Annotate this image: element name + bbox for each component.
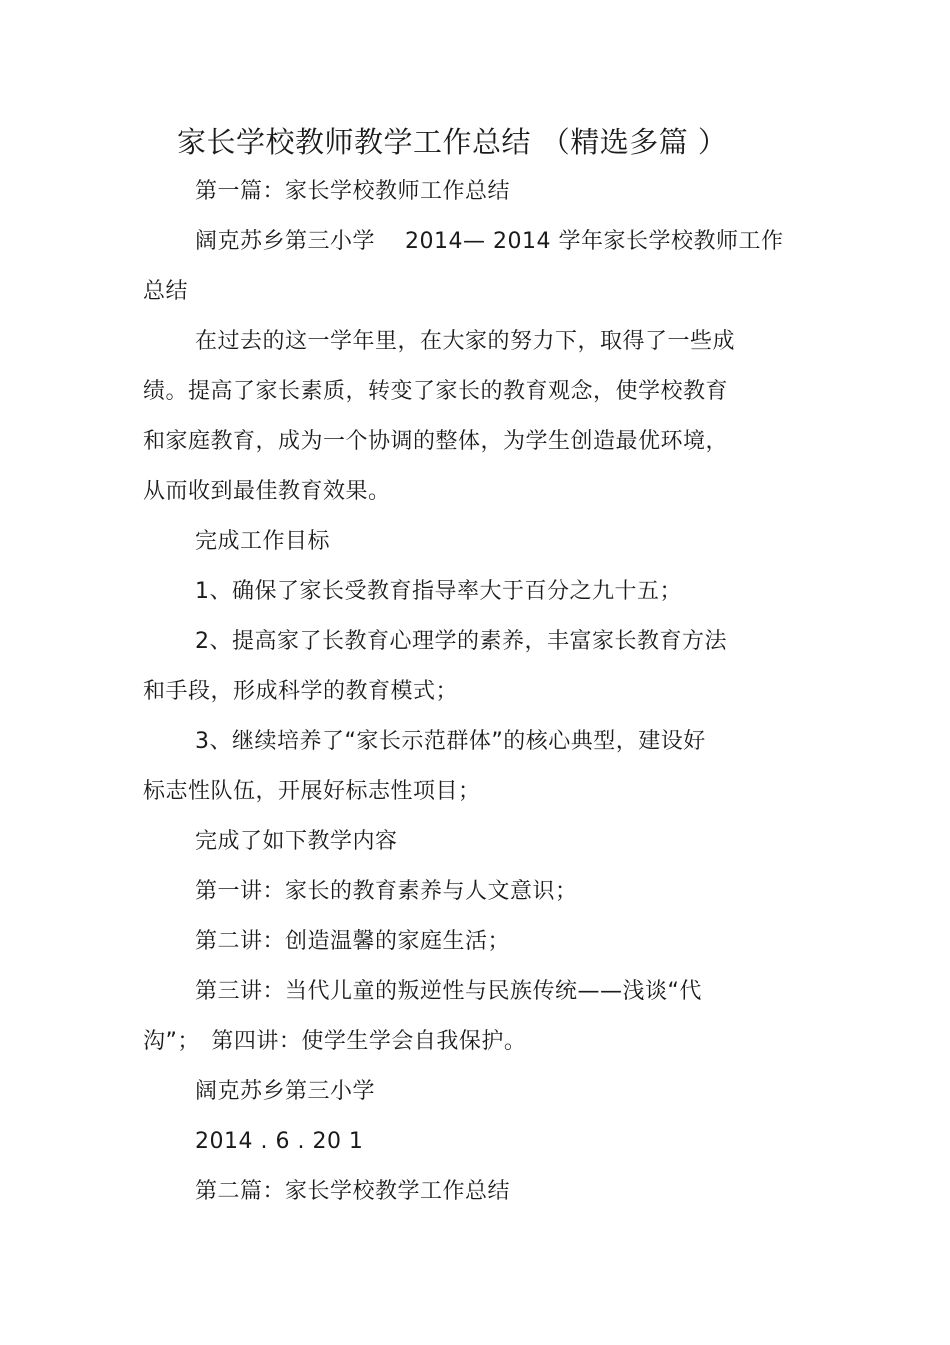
list-item: 2、提高家了长教育心理学的素养，丰富家长教育方法 (195, 629, 727, 654)
subheading: 完成工作目标 (195, 529, 331, 554)
paragraph-line: 从而收到最佳教育效果。 (143, 479, 391, 504)
section-heading-2: 第二篇：家长学校教学工作总结 (195, 1179, 511, 1204)
paragraph-line: 沟”； 第四讲：使学生学会自我保护。 (143, 1029, 527, 1054)
signature-school: 阔克苏乡第三小学 (195, 1079, 376, 1104)
signature-date: 2014 . 6 . 20 1 (195, 1129, 364, 1154)
lecture-item: 第三讲：当代儿童的叛逆性与民族传统——浅谈“代 (195, 979, 702, 1004)
paragraph-line: 阔克苏乡第三小学 2014— 2014 学年家长学校教师工作 (195, 229, 784, 254)
paragraph-line: 绩。提高了家长素质，转变了家长的教育观念，使学校教育 (143, 379, 729, 404)
paragraph-line: 和家庭教育，成为一个协调的整体，为学生创造最优环境， (143, 429, 729, 454)
subheading: 完成了如下教学内容 (195, 829, 398, 854)
list-item: 3、继续培养了“家长示范群体”的核心典型，建设好 (195, 729, 706, 754)
paragraph-line: 标志性队伍，开展好标志性项目； (143, 779, 481, 804)
section-heading-1: 第一篇：家长学校教师工作总结 (195, 179, 511, 204)
paragraph-line: 总结 (143, 279, 189, 304)
document-title: 家长学校教师教学工作总结 （精选多篇 ） (177, 125, 728, 159)
paragraph-line: 和手段，形成科学的教育模式； (143, 679, 459, 704)
lecture-item: 第一讲：家长的教育素养与人文意识； (195, 879, 578, 904)
lecture-item: 第二讲：创造温馨的家庭生活； (195, 929, 511, 954)
list-item: 1、确保了家长受教育指导率大于百分之九十五； (195, 579, 682, 604)
paragraph-line: 在过去的这一学年里，在大家的努力下，取得了一些成 (195, 329, 736, 354)
